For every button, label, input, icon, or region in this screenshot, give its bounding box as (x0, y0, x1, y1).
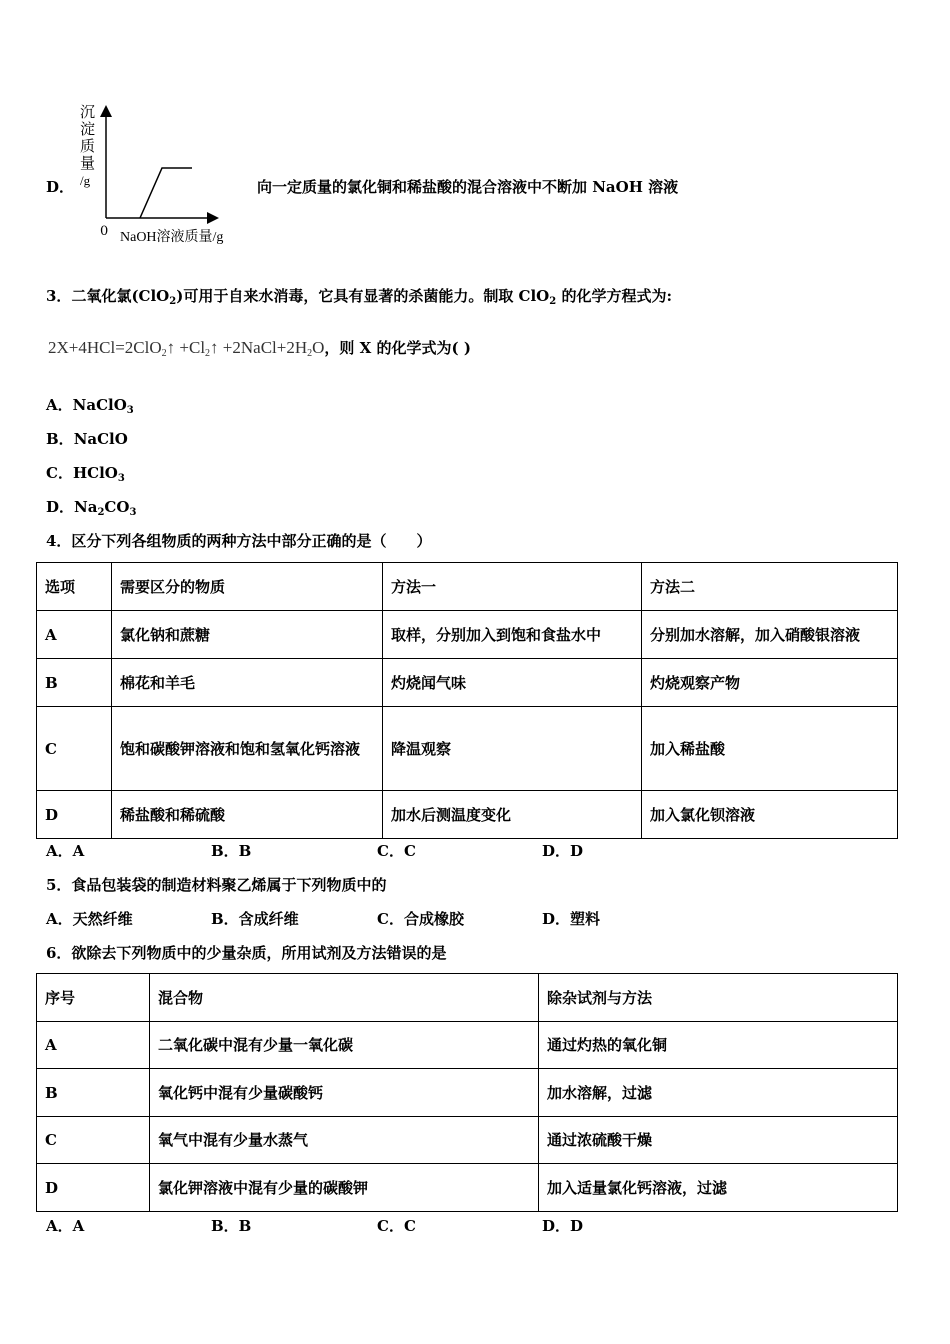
q4-cell: 取样，分别加入到饱和食盐水中 (383, 611, 642, 659)
q4-cell: C (37, 707, 112, 791)
q6-header-row (37, 974, 898, 1022)
q6-cell: 氧化钙中混有少量碳酸钙 (150, 1069, 539, 1117)
q4-header-cell: 方法二 (642, 563, 898, 611)
q4-cell: B (37, 659, 112, 707)
q4-cell: 灼烧闻气味 (383, 659, 642, 707)
q4-answer-b: B．B (211, 842, 252, 860)
q6-header-cell: 除杂试剂与方法 (539, 974, 898, 1022)
q6-answer-c: C．C (377, 1217, 416, 1235)
q6-row (37, 1022, 898, 1069)
q6-cell: 氧气中混有少量水蒸气 (150, 1117, 539, 1164)
q3-option-a: A．NaClO$_3$ (46, 396, 134, 416)
q6-table (36, 973, 898, 1212)
q6-stem: 6．欲除去下列物质中的少量杂质，所用试剂及方法错误的是 (46, 944, 447, 962)
q6-row (37, 1069, 898, 1117)
q4-cell: 稀盐酸和稀硫酸 (112, 791, 383, 839)
q2-option-d-label: D． (46, 178, 75, 196)
q4-cell: 氯化钠和蔗糖 (112, 611, 383, 659)
q6-answer-a: A．A (46, 1217, 85, 1235)
q5-answer-c: C．合成橡胶 (377, 910, 464, 928)
precipitate-curve (140, 168, 192, 218)
q4-cell: 饱和碳酸钾溶液和饱和氢氧化钙溶液 (112, 707, 383, 791)
q4-header-cell: 方法一 (383, 563, 642, 611)
q3-equation-tail: ，则 X 的化学式为( ) (324, 339, 471, 357)
q6-cell: D (37, 1164, 150, 1212)
q3-equation: 2X+4HCl=2ClO$_2$↑ $+Cl_2↑$ $+2NaCl+2H_2O$ (48, 338, 325, 359)
q6-cell: 加入适量氯化钙溶液，过滤 (539, 1164, 898, 1212)
q6-cell: 加水溶解，过滤 (539, 1069, 898, 1117)
q4-cell: 棉花和羊毛 (112, 659, 383, 707)
q4-stem: 4．区分下列各组物质的两种方法中部分正确的是（ ） (46, 532, 432, 550)
graph-xlabel: NaOH溶液质量/g (120, 230, 224, 245)
q4-row (37, 659, 898, 707)
graph-ylabel: 沉 淀 质 量 /g (80, 103, 96, 188)
q6-answers (46, 1217, 583, 1235)
q4-header-cell: 需要区分的物质 (112, 563, 383, 611)
q4-header-row (37, 563, 898, 611)
q4-answer-d: D．D (542, 842, 584, 860)
q6-cell: 通过浓硫酸干燥 (539, 1117, 898, 1164)
q2-option-d-text: 向一定质量的氯化铜和稀盐酸的混合溶液中不断加 NaOH 溶液 (257, 178, 679, 196)
q3-option-d: D．$Na_2CO_3$ (46, 498, 137, 518)
q4-answers (46, 842, 583, 860)
q6-cell: A (37, 1022, 150, 1069)
q5-answer-b: B．含成纤维 (211, 910, 299, 928)
q4-row (37, 791, 898, 839)
q4-row (37, 611, 898, 659)
q4-cell: A (37, 611, 112, 659)
q5-stem: 5．食品包装袋的制造材料聚乙烯属于下列物质中的 (46, 876, 387, 894)
q4-cell: D (37, 791, 112, 839)
q6-row (37, 1117, 898, 1164)
q3-option-c: C．HClO$_3$ (46, 464, 125, 484)
q6-row (37, 1164, 898, 1212)
q4-row (37, 707, 898, 791)
q6-answer-b: B．B (211, 1217, 252, 1235)
q4-answer-c: C．C (377, 842, 416, 860)
q4-table (36, 562, 898, 839)
q4-cell: 加入稀盐酸 (642, 707, 898, 791)
q3-stem: 3．二氧化氯(ClO$_2$)可用于自来水消毒，它具有显著的杀菌能力。制取 ClO$_2$ 的化学方程式为: (46, 287, 672, 307)
q6-answer-d: D．D (542, 1217, 584, 1235)
q4-cell: 加水后测温度变化 (383, 791, 642, 839)
q6-cell: 通过灼热的氧化铜 (539, 1022, 898, 1069)
q5-answers (46, 910, 600, 928)
q4-cell: 降温观察 (383, 707, 642, 791)
q5-answer-d: D．塑料 (542, 910, 601, 928)
q2-graph (70, 100, 260, 250)
q4-cell: 加入氯化钡溶液 (642, 791, 898, 839)
q6-cell: B (37, 1069, 150, 1117)
q4-header-cell: 选项 (37, 563, 112, 611)
q4-cell: 灼烧观察产物 (642, 659, 898, 707)
q6-cell: 二氧化碳中混有少量一氧化碳 (150, 1022, 539, 1069)
q3-option-b: B．NaClO (46, 430, 128, 448)
q6-cell: C (37, 1117, 150, 1164)
q4-cell: 分别加水溶解，加入硝酸银溶液 (642, 611, 898, 659)
q3-equation-line (48, 338, 471, 358)
q6-header-cell: 序号 (37, 974, 150, 1022)
q6-header-cell: 混合物 (150, 974, 539, 1022)
q4-answer-a: A．A (46, 842, 85, 860)
q6-cell: 氯化钾溶液中混有少量的碳酸钾 (150, 1164, 539, 1212)
q5-answer-a: A．天然纤维 (46, 910, 133, 928)
graph-origin: 0 (100, 224, 109, 239)
